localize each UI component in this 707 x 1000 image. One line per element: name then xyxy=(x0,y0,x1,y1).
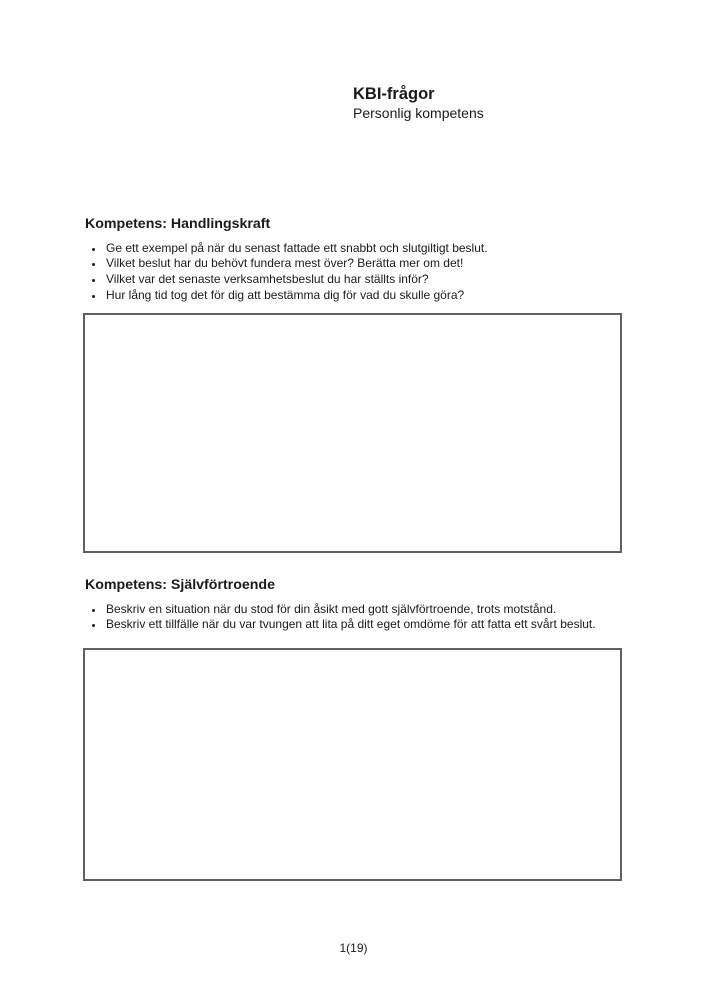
section-heading-handlingskraft: Kompetens: Handlingskraft xyxy=(85,216,271,232)
section-handlingskraft xyxy=(85,217,630,303)
bullet-item: • Vilket var det senaste verksamhetsbeslut du har ställts inför? xyxy=(104,272,630,288)
document-subtitle: Personlig kompetens xyxy=(353,104,484,121)
page-number: 1(19) xyxy=(339,941,368,955)
bullet-item: • Ge ett exempel på när du senast fattade ett snabbt och slutgiltigt beslut. xyxy=(104,241,630,257)
bullet-item: • Hur lång tid tog det för dig att bestämma dig för vad du skulle göra? xyxy=(104,288,630,304)
section-heading-sjalvfortroende: Kompetens: Självförtroende xyxy=(85,577,275,593)
answer-box-sjalvfortroende[interactable] xyxy=(83,648,622,881)
document-header xyxy=(353,84,484,121)
bullet-item: • Beskriv ett tillfälle när du var tvungen att lita på ditt eget omdöme för att fatta ett svårt beslut. xyxy=(104,617,630,633)
bullet-item: • Vilket beslut har du behövt fundera mest över? Berätta mer om det! xyxy=(104,256,630,272)
bullet-list-handlingskraft xyxy=(85,241,630,304)
answer-box-handlingskraft[interactable] xyxy=(83,313,622,553)
document-title: KBI-frågor xyxy=(353,85,435,103)
section-sjalvfortroende xyxy=(85,578,630,633)
bullet-list-sjalvfortroende xyxy=(85,602,630,633)
bullet-item: • Beskriv en situation när du stod för din åsikt med gott självförtroende, trots motstånd. xyxy=(104,602,630,618)
